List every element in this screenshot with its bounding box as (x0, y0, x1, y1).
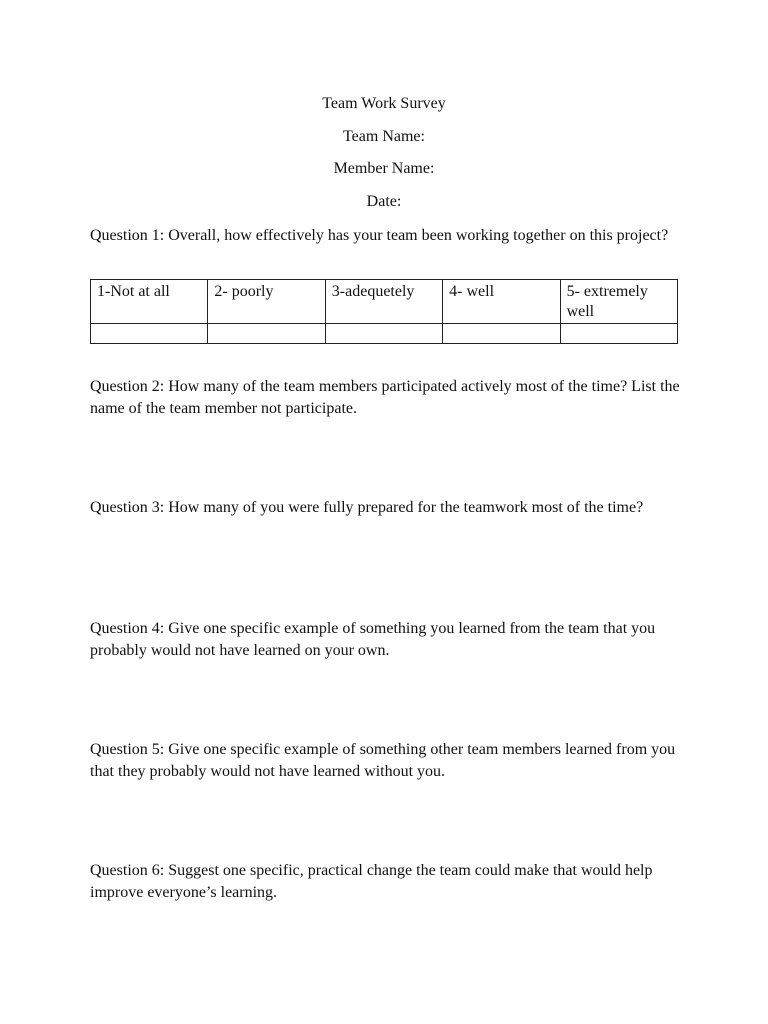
rating-answer-cell-2[interactable] (208, 324, 325, 344)
question-6: Question 6: Suggest one specific, practical change the team could make that would help improve everyone’s learning. (90, 862, 653, 901)
rating-answer-cell-5[interactable] (560, 324, 677, 344)
question-3: Question 3: How many of you were fully prepared for the teamwork most of the time? (90, 499, 644, 516)
question-1: Question 1: Overall, how effectively has your team been working together on this project? (90, 227, 669, 244)
question-2: Question 2: How many of the team members participated actively most of the time? List the name of the team member not participate. (90, 378, 680, 417)
rating-option-4: 4- well (443, 280, 560, 324)
rating-answer-row (91, 324, 678, 344)
rating-answer-cell-1[interactable] (91, 324, 208, 344)
rating-answer-cell-4[interactable] (443, 324, 560, 344)
team-name-label: Team Name: (343, 128, 425, 145)
rating-answer-cell-3[interactable] (325, 324, 442, 344)
question-5: Question 5: Give one specific example of something other team members learned from you that they probably would not have learned without you. (90, 741, 676, 780)
member-name-label: Member Name: (333, 160, 435, 177)
document-title: Team Work Survey (322, 95, 446, 112)
rating-scale-header-row (91, 280, 678, 324)
rating-scale-table (90, 279, 678, 344)
rating-option-5: 5- extremely well (560, 280, 677, 324)
question-4: Question 4: Give one specific example of something you learned from the team that you probably would not have learned on your own. (90, 620, 656, 659)
date-label: Date: (366, 193, 402, 210)
rating-option-1: 1-Not at all (91, 280, 208, 324)
rating-option-3: 3-adequetely (325, 280, 442, 324)
rating-option-2: 2- poorly (208, 280, 325, 324)
